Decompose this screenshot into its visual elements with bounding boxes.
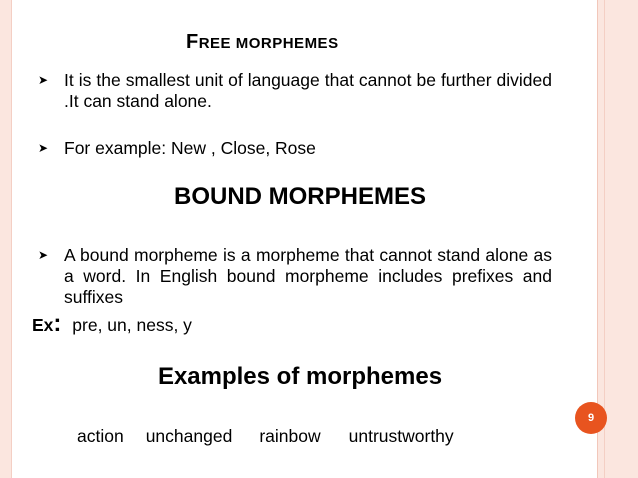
left-decorative-bar bbox=[0, 0, 12, 478]
example-word: unchanged bbox=[145, 426, 233, 446]
bullet-text: For example: New , Close, Rose bbox=[64, 138, 316, 158]
example-word: action bbox=[77, 426, 124, 446]
page-number-badge: 9 bbox=[575, 402, 607, 434]
examples-heading: Examples of morphemes bbox=[157, 363, 443, 390]
bound-bullet-definition bbox=[38, 245, 552, 308]
bullet-text: A bound morpheme is a morpheme that cannot stand alone as a word. In English bound morpheme includes prefixes and suffixes bbox=[64, 245, 552, 307]
example-word: untrustworthy bbox=[348, 426, 454, 446]
example-word: rainbow bbox=[259, 426, 321, 446]
bound-heading: BOUND MORPHEMES bbox=[173, 183, 426, 210]
arrow-bullet-icon: ➤ bbox=[38, 73, 49, 87]
ex-colon: : bbox=[53, 310, 62, 337]
ex-label: Ex bbox=[32, 315, 54, 335]
right-decorative-band bbox=[597, 0, 638, 478]
example-words bbox=[77, 426, 454, 447]
title-rest: REE MORPHEMES bbox=[198, 35, 339, 52]
title-first-letter: F bbox=[186, 31, 199, 53]
ex-values: pre, un, ness, y bbox=[72, 315, 192, 335]
slide-title bbox=[186, 31, 339, 54]
arrow-bullet-icon: ➤ bbox=[38, 141, 49, 155]
free-bullet-definition bbox=[38, 70, 552, 112]
bound-examples-line bbox=[32, 312, 192, 337]
free-bullet-example bbox=[38, 138, 552, 159]
bullet-text: It is the smallest unit of language that cannot be further divided .It can stand alone. bbox=[64, 70, 552, 111]
right-band-edge bbox=[604, 0, 605, 478]
arrow-bullet-icon: ➤ bbox=[38, 248, 49, 262]
